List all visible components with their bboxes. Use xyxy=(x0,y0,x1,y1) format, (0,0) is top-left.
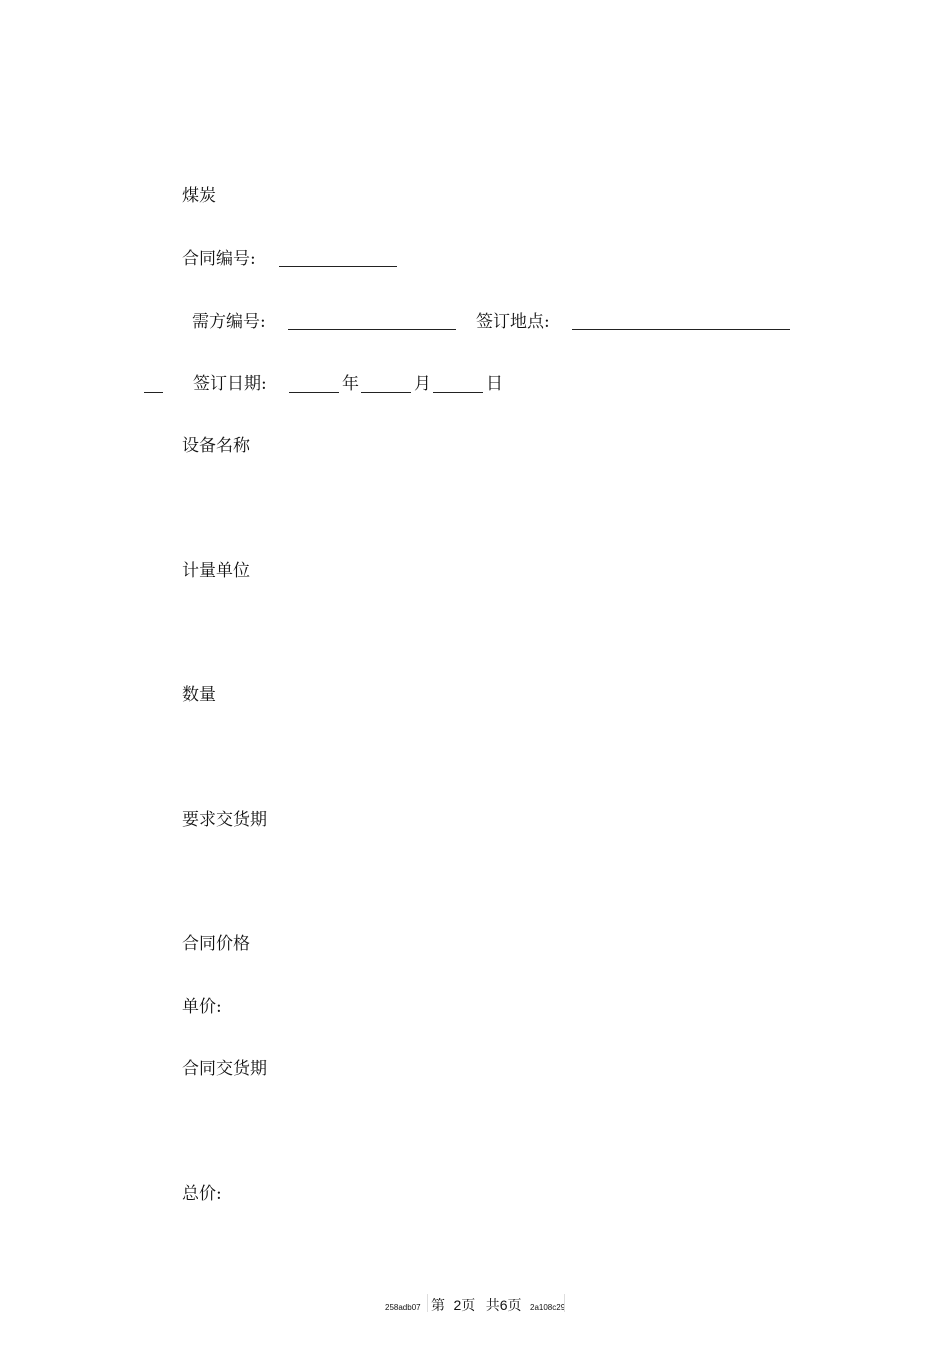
field-unit: 计量单位 xyxy=(182,561,250,581)
footer-gong: 共 xyxy=(485,1298,500,1314)
document-title: 煤炭 xyxy=(182,186,216,206)
footer-total-pages: 6 xyxy=(499,1297,508,1313)
field-unit-price: 单价: xyxy=(182,997,222,1017)
footer-di: 第 xyxy=(431,1298,446,1314)
sign-place-label: 签订地点: xyxy=(476,312,550,332)
footer-ye: 页 xyxy=(461,1298,476,1314)
sign-date-label: 签订日期: xyxy=(193,374,267,394)
buyer-no-label: 需方编号: xyxy=(192,312,266,332)
field-contract-delivery: 合同交货期 xyxy=(182,1059,267,1079)
footer-ye2: 页 xyxy=(507,1298,522,1314)
day-blank xyxy=(433,392,483,393)
page-footer xyxy=(385,1297,565,1316)
footer-page-number: 2 xyxy=(453,1297,462,1313)
field-contract-price: 合同价格 xyxy=(182,934,250,954)
footer-divider-right xyxy=(564,1294,565,1312)
year-blank xyxy=(289,392,339,393)
footer-left-code: 258adb07 xyxy=(385,1303,421,1312)
footer-divider-left xyxy=(427,1294,428,1312)
contract-no-label: 合同编号: xyxy=(182,249,256,269)
field-total-price: 总价: xyxy=(182,1184,222,1204)
day-label: 日 xyxy=(486,374,503,394)
leading-blank xyxy=(144,392,163,393)
month-label: 月 xyxy=(414,374,431,394)
buyer-no-blank xyxy=(288,329,456,330)
contract-no-blank xyxy=(279,266,397,267)
year-label: 年 xyxy=(342,374,359,394)
month-blank xyxy=(361,392,411,393)
field-quantity: 数量 xyxy=(182,685,216,705)
field-equipment-name: 设备名称 xyxy=(182,436,250,456)
field-required-delivery: 要求交货期 xyxy=(182,810,267,830)
sign-place-blank xyxy=(572,329,790,330)
footer-right-code: 2a108c29 xyxy=(530,1303,566,1312)
